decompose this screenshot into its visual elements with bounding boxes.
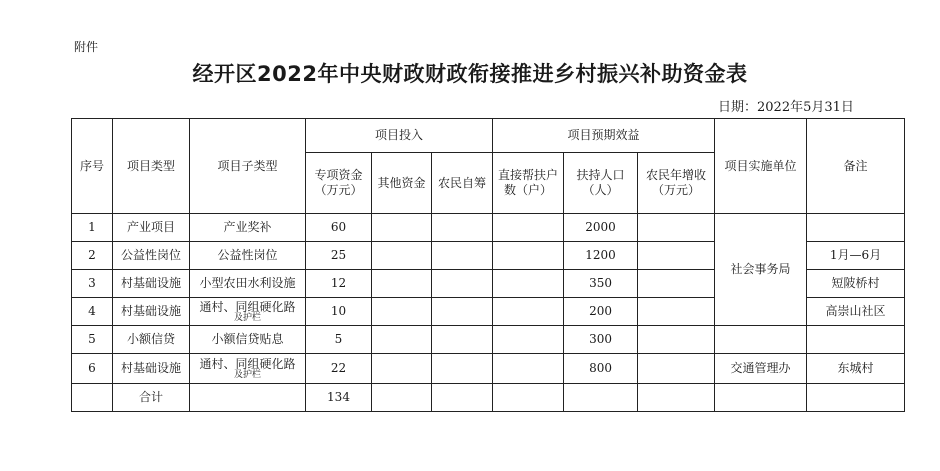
subtype-note: 及护栏 <box>233 370 261 380</box>
cell-special-fund: 22 <box>306 354 372 384</box>
cell-direct-households <box>493 354 564 384</box>
header-direct-households: 直接帮扶户数（户） <box>493 153 564 214</box>
cell-remark: 高崇山社区 <box>807 298 905 326</box>
cell-farmer-fund <box>432 242 493 270</box>
cell-remark <box>807 326 905 354</box>
cell-other-fund <box>372 270 432 298</box>
cell-other-fund <box>372 242 432 270</box>
cell-support-population: 2000 <box>564 214 638 242</box>
cell-other-fund <box>372 326 432 354</box>
cell-direct-households <box>493 214 564 242</box>
cell-seq: 5 <box>72 326 113 354</box>
cell-type: 村基础设施 <box>113 270 190 298</box>
header-investment-group: 项目投入 <box>306 119 493 153</box>
header-special-fund: 专项资金（万元） <box>306 153 372 214</box>
header-benefit-group: 项目预期效益 <box>493 119 715 153</box>
cell-direct-households <box>493 298 564 326</box>
cell-farmer-fund <box>432 270 493 298</box>
cell-subtype <box>190 354 306 384</box>
cell-remark: 1月—6月 <box>807 242 905 270</box>
cell-subtype <box>190 298 306 326</box>
header-income-increase: 农民年增收（万元） <box>638 153 715 214</box>
cell-seq: 6 <box>72 354 113 384</box>
cell-support-population: 200 <box>564 298 638 326</box>
cell-farmer-fund <box>432 298 493 326</box>
header-type: 项目类型 <box>113 119 190 214</box>
cell-support-population: 800 <box>564 354 638 384</box>
cell-unit-transport: 交通管理办 <box>715 354 807 384</box>
table-row <box>72 354 905 384</box>
table-row <box>72 326 905 354</box>
cell-type: 小额信贷 <box>113 326 190 354</box>
header-seq: 序号 <box>72 119 113 214</box>
cell-farmer-fund <box>432 326 493 354</box>
cell-remark: 短陂桥村 <box>807 270 905 298</box>
header-other-fund: 其他资金 <box>372 153 432 214</box>
cell-subtype: 小额信贷贴息 <box>190 326 306 354</box>
cell-remark <box>807 214 905 242</box>
cell-farmer-fund <box>432 354 493 384</box>
header-remark: 备注 <box>807 119 905 214</box>
cell-income-increase <box>638 384 715 412</box>
cell-type: 产业项目 <box>113 214 190 242</box>
subtype-main: 通村、同组硬化路 <box>199 300 296 314</box>
cell-income-increase <box>638 326 715 354</box>
cell-special-fund: 60 <box>306 214 372 242</box>
header-support-population: 扶持人口（人） <box>564 153 638 214</box>
cell-seq: 3 <box>72 270 113 298</box>
cell-other-fund <box>372 214 432 242</box>
total-label: 合计 <box>113 384 190 412</box>
header-farmer-fund: 农民自筹 <box>432 153 493 214</box>
cell-support-population: 1200 <box>564 242 638 270</box>
cell-income-increase <box>638 214 715 242</box>
cell-support-population <box>564 384 638 412</box>
cell-support-population: 350 <box>564 270 638 298</box>
total-special-fund: 134 <box>306 384 372 412</box>
cell-special-fund: 5 <box>306 326 372 354</box>
cell-other-fund <box>372 354 432 384</box>
funding-table <box>71 118 905 412</box>
cell-unit <box>715 384 807 412</box>
cell-seq <box>72 384 113 412</box>
cell-subtype: 小型农田水利设施 <box>190 270 306 298</box>
cell-type: 村基础设施 <box>113 298 190 326</box>
cell-direct-households <box>493 326 564 354</box>
total-row <box>72 384 905 412</box>
cell-direct-households <box>493 270 564 298</box>
cell-other-fund <box>372 298 432 326</box>
cell-remark: 东城村 <box>807 354 905 384</box>
cell-direct-households <box>493 384 564 412</box>
cell-special-fund: 12 <box>306 270 372 298</box>
attachment-label: 附件 <box>74 40 99 54</box>
cell-unit-empty <box>715 326 807 354</box>
cell-subtype <box>190 384 306 412</box>
cell-unit-social-affairs: 社会事务局 <box>715 214 807 326</box>
cell-income-increase <box>638 298 715 326</box>
table-row <box>72 214 905 242</box>
cell-remark <box>807 384 905 412</box>
cell-special-fund: 25 <box>306 242 372 270</box>
cell-other-fund <box>372 384 432 412</box>
cell-farmer-fund <box>432 384 493 412</box>
subtype-main: 通村、同组硬化路 <box>199 357 296 371</box>
page-title: 经开区2022年中央财政财政衔接推进乡村振兴补助资金表 <box>192 62 748 86</box>
cell-type: 村基础设施 <box>113 354 190 384</box>
cell-special-fund: 10 <box>306 298 372 326</box>
cell-seq: 1 <box>72 214 113 242</box>
cell-subtype: 公益性岗位 <box>190 242 306 270</box>
cell-farmer-fund <box>432 214 493 242</box>
cell-subtype: 产业奖补 <box>190 214 306 242</box>
header-unit: 项目实施单位 <box>715 119 807 214</box>
cell-direct-households <box>493 242 564 270</box>
cell-type: 公益性岗位 <box>113 242 190 270</box>
date-line: 日期：2022年5月31日 <box>718 100 854 115</box>
cell-support-population: 300 <box>564 326 638 354</box>
cell-income-increase <box>638 270 715 298</box>
subtype-note: 及护栏 <box>233 313 261 323</box>
header-subtype: 项目子类型 <box>190 119 306 214</box>
cell-seq: 2 <box>72 242 113 270</box>
cell-seq: 4 <box>72 298 113 326</box>
cell-income-increase <box>638 242 715 270</box>
cell-income-increase <box>638 354 715 384</box>
